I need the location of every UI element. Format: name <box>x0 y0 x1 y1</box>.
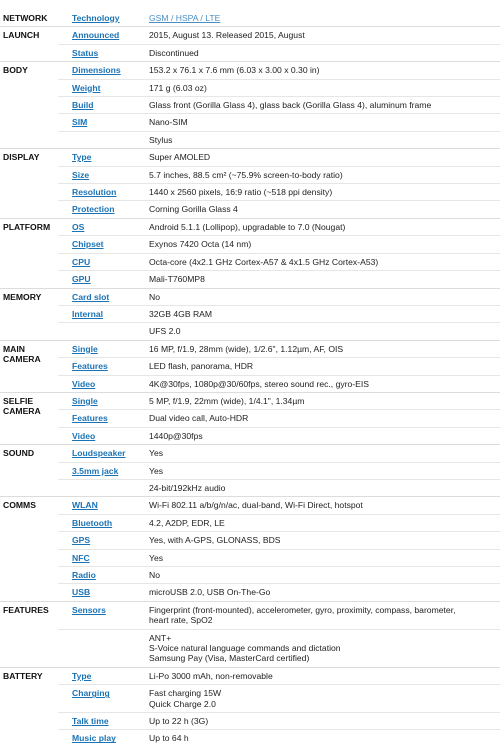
spec-name-link[interactable]: USB <box>58 584 136 601</box>
spec-value-line: 4K@30fps, 1080p@30/60fps, stereo sound rec., gyro-EIS <box>149 378 370 389</box>
spec-value <box>136 10 500 27</box>
spec-row <box>0 601 500 629</box>
spec-value <box>136 97 500 114</box>
spec-value-line: No <box>149 570 160 580</box>
spec-row <box>0 323 500 340</box>
spec-row <box>0 427 500 444</box>
spec-name-link[interactable]: WLAN <box>58 497 136 514</box>
spec-name-link[interactable]: SIM <box>58 114 136 131</box>
spec-value-line: Yes, with A-GPS, GLONASS, BDS <box>149 535 281 546</box>
spec-value <box>136 184 500 201</box>
spec-name-link[interactable]: Type <box>58 149 136 166</box>
spec-name-link[interactable]: Resolution <box>58 184 136 201</box>
spec-value-line: 5.7 inches, 88.5 cm² (~75.9% screen-to-body ratio) <box>149 169 343 180</box>
spec-name-empty <box>58 131 136 148</box>
spec-value-line: 153.2 x 76.1 x 7.6 mm (6.03 x 3.00 x 0.30 in) <box>149 65 320 76</box>
spec-value <box>136 567 500 584</box>
spec-name-link[interactable]: Radio <box>58 567 136 584</box>
spec-value-line: 2015, August 13. Released 2015, August <box>149 30 305 41</box>
spec-value <box>136 549 500 566</box>
spec-value <box>136 685 500 713</box>
spec-category-features: FEATURES <box>0 601 58 667</box>
spec-name-link[interactable]: Card slot <box>58 288 136 305</box>
spec-name-link[interactable]: Type <box>58 667 136 684</box>
spec-value-line: 4.2, A2DP, EDR, LE <box>149 517 225 528</box>
spec-value-line: Fingerprint (front-mounted), accelerometer, gyro, proximity, compass, barometer, <box>149 604 456 615</box>
spec-value <box>136 479 500 496</box>
spec-name-link[interactable]: Video <box>58 427 136 444</box>
spec-row <box>0 479 500 496</box>
spec-category-network: NETWORK <box>3 13 48 23</box>
spec-name-link[interactable]: Status <box>58 44 136 61</box>
spec-row <box>0 27 500 44</box>
spec-value-line: 171 g (6.03 oz) <box>149 82 207 93</box>
spec-value <box>136 201 500 218</box>
spec-value-line: Glass front (Gorilla Glass 4), glass back (Gorilla Glass 4), aluminum frame <box>149 100 432 111</box>
spec-value <box>136 358 500 375</box>
spec-name-link[interactable]: Internal <box>58 305 136 322</box>
spec-value <box>136 131 500 148</box>
spec-value <box>136 166 500 183</box>
spec-value <box>136 713 500 730</box>
spec-category-sound: SOUND <box>0 445 58 497</box>
spec-category-memory: MEMORY <box>0 288 58 340</box>
spec-name-link[interactable]: Music play <box>58 730 136 747</box>
spec-category-comms: COMMS <box>0 497 58 601</box>
spec-name-link[interactable]: Announced <box>58 27 136 44</box>
spec-value-line: Li-Po 3000 mAh, non-removable <box>149 670 273 681</box>
spec-category-launch: LAUNCH <box>0 27 58 62</box>
spec-row <box>0 514 500 531</box>
spec-value <box>136 305 500 322</box>
spec-name-link[interactable]: Chipset <box>58 236 136 253</box>
spec-name-link[interactable]: Size <box>58 166 136 183</box>
spec-row <box>0 532 500 549</box>
spec-value-line: UFS 2.0 <box>149 326 181 337</box>
spec-value <box>136 462 500 479</box>
spec-row <box>0 149 500 166</box>
spec-value-line: Stylus <box>149 134 173 145</box>
spec-value <box>136 392 500 409</box>
spec-value <box>136 667 500 684</box>
spec-name-link[interactable]: CPU <box>58 253 136 270</box>
spec-value-line: Yes <box>149 552 164 563</box>
spec-name-link[interactable]: Protection <box>58 201 136 218</box>
spec-value-line: Yes <box>149 448 164 459</box>
spec-value <box>136 375 500 392</box>
spec-name-link[interactable]: Talk time <box>58 713 136 730</box>
spec-value-line: Up to 64 h <box>149 733 189 744</box>
spec-value-line: 16 MP, f/1.9, 28mm (wide), 1/2.6", 1.12µm, AF, OIS <box>149 343 344 354</box>
spec-name-empty <box>58 629 136 667</box>
spec-value-line: 5 MP, f/1.9, 22mm (wide), 1/4.1", 1.34µm <box>149 395 305 406</box>
spec-value-line: heart rate, SpO2 <box>149 615 213 626</box>
spec-value <box>136 288 500 305</box>
spec-name-link[interactable]: Features <box>58 410 136 427</box>
spec-value <box>136 584 500 601</box>
spec-value <box>136 427 500 444</box>
spec-name-link[interactable]: Charging <box>58 685 136 713</box>
spec-category-selfie-camera: SELFIE CAMERA <box>0 392 58 444</box>
spec-row <box>0 392 500 409</box>
spec-value <box>136 730 500 747</box>
spec-name-link[interactable]: Loudspeaker <box>58 445 136 462</box>
spec-name-link[interactable]: NFC <box>58 549 136 566</box>
spec-name-link[interactable]: Dimensions <box>58 62 136 79</box>
spec-value-line: Fast charging 15W <box>149 688 222 699</box>
spec-category-battery: BATTERY <box>0 667 58 747</box>
spec-category-platform: PLATFORM <box>0 218 58 288</box>
spec-row <box>0 271 500 288</box>
spec-row <box>0 97 500 114</box>
spec-value <box>136 497 500 514</box>
spec-name-link[interactable]: Weight <box>58 79 136 96</box>
spec-name-link[interactable]: Technology <box>72 13 120 23</box>
spec-row <box>0 730 500 747</box>
spec-row <box>0 10 500 27</box>
spec-name-link[interactable]: OS <box>58 218 136 235</box>
spec-row <box>0 713 500 730</box>
spec-value-line: Octa-core (4x2.1 GHz Cortex-A57 & 4x1.5 GHz Cortex-A53) <box>149 256 379 267</box>
spec-name-link[interactable]: Single <box>58 340 136 357</box>
spec-value-line: Super AMOLED <box>149 152 211 163</box>
spec-row <box>0 201 500 218</box>
spec-row <box>0 114 500 131</box>
spec-row <box>0 166 500 183</box>
spec-row <box>0 288 500 305</box>
spec-row <box>0 253 500 270</box>
spec-name-link[interactable]: Sensors <box>58 601 136 629</box>
spec-value <box>136 62 500 79</box>
spec-value-line: 1440p@30fps <box>149 430 203 441</box>
spec-value-line: Android 5.1.1 (Lollipop), upgradable to 7.0 (Nougat) <box>149 221 346 232</box>
spec-row <box>0 375 500 392</box>
spec-row <box>0 44 500 61</box>
spec-row <box>0 584 500 601</box>
spec-row <box>0 79 500 96</box>
spec-row <box>0 462 500 479</box>
spec-value <box>136 532 500 549</box>
spec-category-body: BODY <box>0 62 58 149</box>
spec-value-line: LED flash, panorama, HDR <box>149 361 254 372</box>
spec-row <box>0 410 500 427</box>
spec-value <box>136 27 500 44</box>
spec-row <box>0 445 500 462</box>
spec-name-empty <box>58 323 136 340</box>
spec-value <box>136 410 500 427</box>
spec-value <box>136 271 500 288</box>
spec-value <box>136 340 500 357</box>
spec-value-line: Nano-SIM <box>149 117 188 128</box>
spec-table <box>0 10 500 747</box>
spec-value <box>136 601 500 629</box>
spec-name-link[interactable]: Features <box>58 358 136 375</box>
spec-value-line: 32GB 4GB RAM <box>149 308 213 319</box>
spec-value <box>136 629 500 667</box>
spec-value <box>136 323 500 340</box>
spec-row <box>0 567 500 584</box>
spec-table-body <box>0 10 500 747</box>
spec-row <box>0 236 500 253</box>
spec-value-line[interactable]: GSM / HSPA / LTE <box>149 13 221 23</box>
spec-value <box>136 218 500 235</box>
spec-value-line: Mali-T760MP8 <box>149 274 205 285</box>
spec-value <box>136 114 500 131</box>
spec-name-link[interactable]: Bluetooth <box>58 514 136 531</box>
spec-value <box>136 514 500 531</box>
spec-row <box>0 497 500 514</box>
spec-row <box>0 218 500 235</box>
spec-row <box>0 340 500 357</box>
spec-name-link[interactable]: Build <box>58 97 136 114</box>
spec-value <box>136 445 500 462</box>
spec-row <box>0 358 500 375</box>
spec-value <box>136 79 500 96</box>
spec-value-line: microUSB 2.0, USB On-The-Go <box>149 587 271 598</box>
spec-value-line: Quick Charge 2.0 <box>149 698 216 709</box>
spec-name-link[interactable]: Single <box>58 392 136 409</box>
spec-row <box>0 685 500 713</box>
spec-value-line: No <box>149 291 160 302</box>
spec-value <box>136 149 500 166</box>
spec-value-line: Samsung Pay (Visa, MasterCard certified) <box>149 653 310 664</box>
spec-value-line: Up to 22 h (3G) <box>149 716 209 727</box>
spec-name-link[interactable]: 3.5mm jack <box>58 462 136 479</box>
spec-category-display: DISPLAY <box>0 149 58 219</box>
spec-value-line: Exynos 7420 Octa (14 nm) <box>149 239 252 250</box>
spec-value <box>136 44 500 61</box>
spec-value-line: Corning Gorilla Glass 4 <box>149 204 238 215</box>
spec-category-main-camera: MAIN CAMERA <box>0 340 58 392</box>
spec-row <box>0 62 500 79</box>
spec-value-line: 24-bit/192kHz audio <box>149 482 226 493</box>
spec-row <box>0 549 500 566</box>
spec-row <box>0 131 500 148</box>
spec-value <box>136 236 500 253</box>
spec-value-line: ANT+ <box>149 632 172 643</box>
spec-value-line: Wi-Fi 802.11 a/b/g/n/ac, dual-band, Wi-Fi Direct, hotspot <box>149 500 363 511</box>
spec-name-link[interactable]: GPU <box>58 271 136 288</box>
spec-name-link[interactable]: GPS <box>58 532 136 549</box>
spec-row <box>0 629 500 667</box>
spec-value-line: S-Voice natural language commands and dictation <box>149 643 341 654</box>
spec-value-line: Dual video call, Auto-HDR <box>149 413 249 424</box>
spec-value-line: Yes <box>149 465 164 476</box>
spec-name-empty <box>58 479 136 496</box>
spec-row <box>0 184 500 201</box>
spec-value-line: Discontinued <box>149 47 199 58</box>
spec-name-link[interactable]: Video <box>58 375 136 392</box>
spec-row <box>0 667 500 684</box>
spec-value-line: 1440 x 2560 pixels, 16:9 ratio (~518 ppi density) <box>149 187 333 198</box>
spec-value <box>136 253 500 270</box>
spec-row <box>0 305 500 322</box>
